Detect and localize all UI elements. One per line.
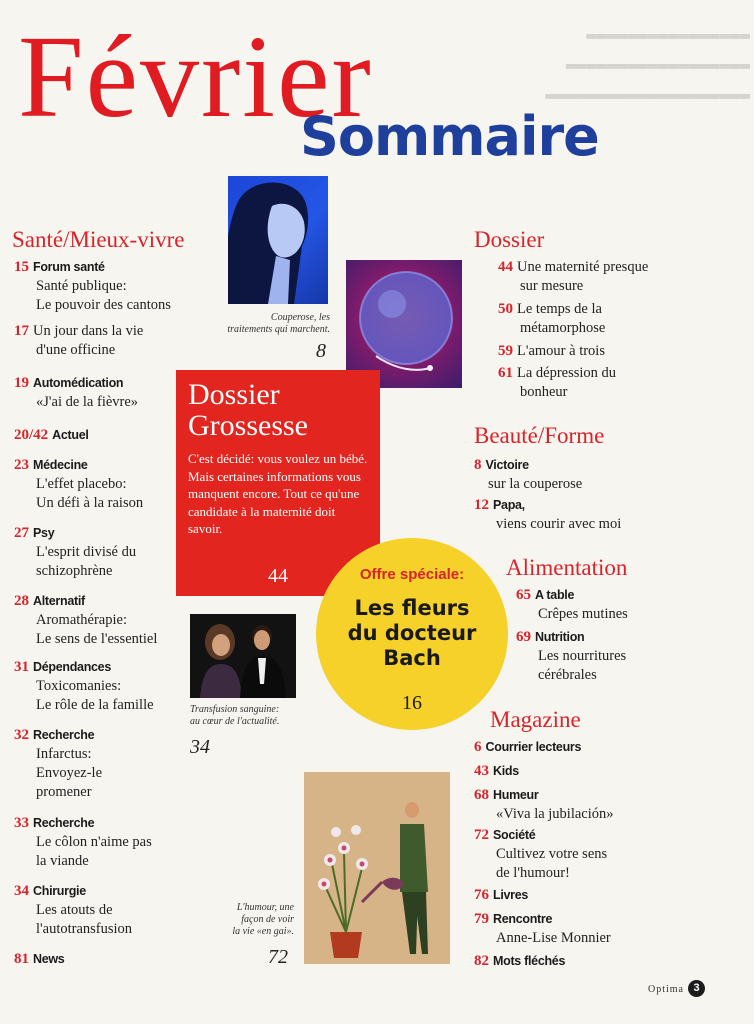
toc-title-line: viens courir avec moi <box>496 516 622 532</box>
transfusion-page-number: 34 <box>190 736 210 758</box>
toc-page-number: 72 <box>474 827 489 843</box>
toc-page-number: 65 <box>516 587 531 603</box>
toc-rubric: Automédication <box>33 376 124 390</box>
toc-rubric: Courrier lecteurs <box>485 740 582 754</box>
toc-rubric: Livres <box>493 888 529 902</box>
toc-entry[interactable] <box>14 592 190 649</box>
toc-title-line: promener <box>36 784 92 800</box>
toc-entry[interactable] <box>14 658 190 715</box>
toc-page-number: 34 <box>14 883 29 899</box>
dossier-box-text: C'est décidé: vous voulez un bébé. Mais certaines informations vous manquent encore. Tout ce qu'une candidate à la maternité doit savoir. <box>188 451 368 536</box>
toc-title-line: «Viva la jubilación» <box>496 806 614 822</box>
toc-entry[interactable] <box>474 496 740 534</box>
toc-page-number: 15 <box>14 259 29 275</box>
toc-page-number: 82 <box>474 953 489 969</box>
section-title-sante: Santé/Mieux-vivre <box>12 227 185 252</box>
toc-page-number: 12 <box>474 497 489 513</box>
toc-page-number: 19 <box>14 375 29 391</box>
humour-caption: L'humour, une façon de voir la vie «en gai». <box>232 902 294 937</box>
toc-title-line: l'autotransfusion <box>36 921 133 937</box>
toc-entry[interactable] <box>14 374 190 412</box>
toc-page-number: 59 <box>498 343 513 359</box>
toc-title-line: Envoyez-le <box>36 765 103 781</box>
toc-rubric: Nutrition <box>535 630 585 644</box>
toc-title-line: Le temps de la <box>517 301 602 317</box>
page-title: Février <box>18 11 373 142</box>
offer-label: Offre spéciale: <box>359 566 465 583</box>
toc-entry[interactable] <box>14 426 190 445</box>
offer-page-number: 16 <box>402 692 422 714</box>
toc-entry[interactable] <box>474 952 740 971</box>
dossier-box-page-number: 44 <box>268 565 288 587</box>
toc-entry[interactable] <box>474 456 740 494</box>
toc-title-line: Les atouts de <box>36 902 113 918</box>
toc-rubric: Chirurgie <box>33 884 86 898</box>
toc-page-number: 79 <box>474 911 489 927</box>
toc-rubric: Recherche <box>33 816 95 830</box>
special-offer-circle[interactable] <box>316 538 508 730</box>
toc-entry[interactable] <box>14 726 190 802</box>
couple-icon <box>190 614 296 698</box>
toc-rubric: News <box>33 952 65 966</box>
transfusion-caption: Transfusion sanguine: au cœur de l'actualité. <box>190 704 280 727</box>
toc-rubric: Société <box>493 828 536 842</box>
humour-illustration <box>304 772 450 964</box>
dossier-box-title: Dossier <box>188 378 280 411</box>
couperose-photo <box>228 176 328 304</box>
toc-entry[interactable] <box>498 342 740 361</box>
couperose-page-number: 8 <box>316 340 326 362</box>
toc-rubric: Alternatif <box>33 594 85 608</box>
dossier-box-subtitle: Grossesse <box>188 409 308 442</box>
section-title-magazine: Magazine <box>490 707 581 732</box>
toc-page-number: 50 <box>498 301 513 317</box>
toc-entry[interactable] <box>14 322 190 360</box>
toc-title-line: Cultivez votre sens <box>496 846 608 862</box>
toc-title-line: métamorphose <box>520 320 606 336</box>
toc-page-number: 28 <box>14 593 29 609</box>
toc-title-line: sur la couperose <box>488 476 583 492</box>
toc-rubric: Mots fléchés <box>493 954 566 968</box>
humour-page-number: 72 <box>268 946 288 968</box>
toc-page-number: 6 <box>474 739 482 755</box>
toc-title-line: Anne-Lise Monnier <box>496 930 611 946</box>
toc-rubric: Dépendances <box>33 660 111 674</box>
toc-page-number: 69 <box>516 629 531 645</box>
toc-entry[interactable] <box>474 786 740 824</box>
toc-entry[interactable] <box>14 524 190 581</box>
toc-rubric: A table <box>535 588 575 602</box>
toc-rubric: Humeur <box>493 788 539 802</box>
toc-title-line: Toxicomanies: <box>36 678 122 694</box>
toc-title-line: L'esprit divisé du <box>36 544 137 560</box>
toc-page-number: 68 <box>474 787 489 803</box>
toc-title-line: Aromathérapie: <box>36 612 127 628</box>
section-title-beaute: Beauté/Forme <box>474 423 605 448</box>
toc-entry[interactable] <box>474 910 740 948</box>
toc-page-number: 61 <box>498 365 513 381</box>
toc-rubric: Actuel <box>52 428 89 442</box>
magazine-name: Optima <box>648 984 684 995</box>
toc-page-number: 43 <box>474 763 489 779</box>
toc-rubric: Médecine <box>33 458 88 472</box>
toc-page-number: 20/42 <box>14 427 49 443</box>
toc-entry[interactable] <box>14 258 190 315</box>
toc-entry[interactable] <box>474 826 740 883</box>
toc-title-line: Le pouvoir des cantons <box>36 297 171 313</box>
toc-title-line: Santé publique: <box>36 278 127 294</box>
toc-page-number: 33 <box>14 815 29 831</box>
gardener-illustration-icon <box>304 772 450 964</box>
toc-entry[interactable] <box>14 882 190 939</box>
toc-page-number: 76 <box>474 887 489 903</box>
toc-title-line: bonheur <box>520 384 568 400</box>
toc-title-line: Crêpes mutines <box>538 606 628 622</box>
toc-rubric: Psy <box>33 526 55 540</box>
toc-title-line: Les nourritures <box>538 648 627 664</box>
toc-page-number: 32 <box>14 727 29 743</box>
toc-page-number: 44 <box>498 259 513 275</box>
toc-rubric: Rencontre <box>493 912 553 926</box>
couple-photo <box>190 614 296 698</box>
toc-rubric: Victoire <box>485 458 529 472</box>
section-title-dossier: Dossier <box>474 227 545 252</box>
toc-title-line: La dépression du <box>517 365 617 381</box>
toc-entry[interactable] <box>516 586 740 624</box>
toc-entry[interactable] <box>498 364 740 402</box>
toc-rubric: Recherche <box>33 728 95 742</box>
toc-rubric: Kids <box>493 764 519 778</box>
toc-rubric: Forum santé <box>33 260 105 274</box>
toc-entry[interactable] <box>474 762 740 781</box>
toc-title-line: Le côlon n'aime pas <box>36 834 152 850</box>
toc-title-line: Le sens de l'essentiel <box>36 631 158 647</box>
toc-title-line: Un défi à la raison <box>36 495 144 511</box>
toc-title-line: L'effet placebo: <box>36 476 127 492</box>
toc-title-line: la viande <box>36 853 89 869</box>
toc-title-line: sur mesure <box>520 278 584 294</box>
toc-page-number: 27 <box>14 525 29 541</box>
toc-entry[interactable] <box>14 950 190 969</box>
toc-entry[interactable] <box>498 300 740 338</box>
toc-page-number: 23 <box>14 457 29 473</box>
toc-title-line: d'une officine <box>36 342 116 358</box>
page-subtitle: Sommaire <box>300 105 599 168</box>
toc-title-line: Le rôle de la famille <box>36 697 154 713</box>
toc-title-line: L'amour à trois <box>517 343 605 359</box>
folio-badge: 3 <box>688 980 705 997</box>
bleed-through-text: ▬▬▬▬▬▬▬▬▬▬▬▬▬▬▬▬▬▬▬▬ ▬▬▬▬▬▬▬▬▬▬▬▬▬▬▬▬▬▬ ▬▬▬▬▬▬▬▬▬▬▬▬▬▬▬▬ <box>545 27 750 107</box>
toc-title-line: de l'humour! <box>496 865 570 881</box>
toc-title: Un jour dans la vie <box>33 323 144 339</box>
toc-rubric: Papa, <box>493 498 525 512</box>
toc-entry[interactable] <box>516 628 740 685</box>
section-title-alimentation: Alimentation <box>506 555 628 580</box>
toc-title-line: Une maternité presque <box>517 259 649 275</box>
woman-portrait-icon <box>228 176 328 304</box>
toc-title-line: Infarctus: <box>36 746 92 762</box>
toc-entry[interactable] <box>14 456 190 513</box>
toc-entry[interactable] <box>474 886 740 905</box>
couperose-caption: Couperose, les traitements qui marchent. <box>227 312 330 335</box>
toc-page-number: 81 <box>14 951 29 967</box>
sphere-icon <box>346 260 462 388</box>
toc-page-number: 8 <box>474 457 482 473</box>
toc-page-number: 31 <box>14 659 29 675</box>
toc-entry[interactable] <box>498 258 740 296</box>
offer-title: Les fleurs du docteur Bach <box>347 596 477 670</box>
toc-title-line: schizophrène <box>36 563 113 579</box>
toc-page-number: 17 <box>14 323 29 339</box>
toc-title-line: cérébrales <box>538 667 597 683</box>
toc-entry[interactable] <box>14 814 190 871</box>
sphere-photo <box>346 260 462 388</box>
toc-entry[interactable] <box>474 738 740 757</box>
toc-title-line: «J'ai de la fièvre» <box>36 394 139 410</box>
